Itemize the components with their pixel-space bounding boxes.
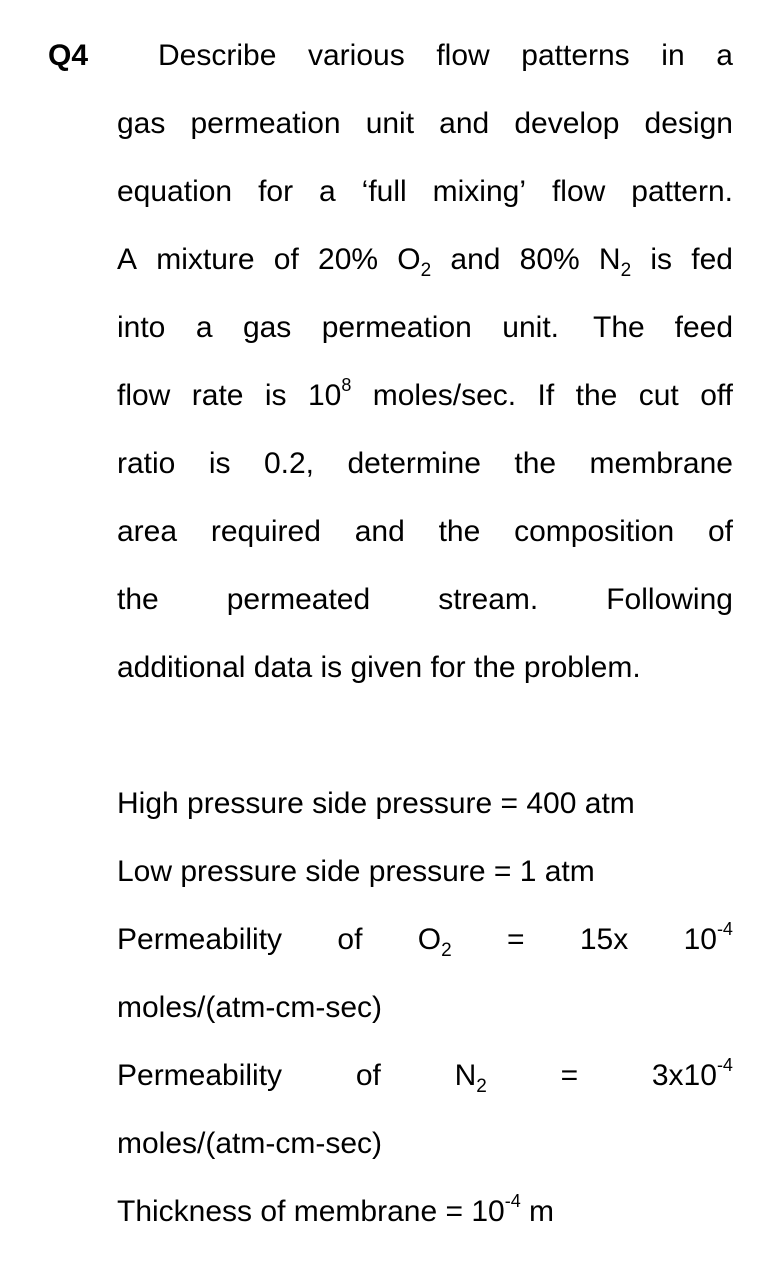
word: patterns [521,39,630,72]
word: composition [514,515,675,548]
word: If [537,379,555,412]
exponent: -4 [716,919,733,939]
word: and [354,515,405,548]
word: of [273,243,299,276]
word: a [195,311,213,344]
word: Describe [158,39,277,72]
line-5-left [117,308,559,348]
element-symbol: N [454,1059,477,1092]
word: is [650,243,673,276]
word: determine [347,447,481,480]
word: moles/sec. [372,379,517,412]
thickness-line [117,1192,733,1232]
word: rate [191,379,244,412]
low-pressure-line: Low pressure side pressure = 1 atm [117,855,595,888]
word: and [439,107,490,140]
word: 20% [318,243,379,276]
word: in [661,39,685,72]
word: permeation [190,107,341,140]
word: flow [117,379,171,412]
line-5-right [593,308,733,348]
base: 10 [683,923,717,956]
word: the [438,515,481,548]
word: ‘full [361,175,407,208]
base: 3x10 [651,1059,717,1092]
question-line-4 [117,240,733,280]
nitrogen-formula [599,240,631,280]
word: of [337,923,363,956]
word: off [700,379,733,412]
word: Permeability [117,923,283,956]
word: 80% [519,243,580,276]
word: into [117,311,166,344]
power-value [652,1056,733,1096]
unit: m [520,1195,555,1228]
word: stream. [438,583,539,616]
equals-sign: = [507,923,525,956]
word: flow [436,39,490,72]
word: is [264,379,287,412]
word: A [117,243,138,276]
word: The [593,311,645,344]
word: area [117,515,178,548]
word: mixing’ [432,175,526,208]
word: membrane [589,447,733,480]
power-of-ten [308,376,351,416]
word: unit [365,107,415,140]
question-line-8 [117,512,733,552]
word: gas [242,311,292,344]
word: feed [674,311,733,344]
word: Following [606,583,733,616]
word: and [450,243,501,276]
word: design [644,107,733,140]
equals-sign: = [560,1059,579,1092]
word: is [208,447,231,480]
subscript: 2 [441,940,452,961]
power-of-ten [684,920,733,960]
word: gas [117,107,166,140]
word: the [514,447,557,480]
question-line-3 [117,172,733,212]
question-line-2 [117,104,733,144]
high-pressure-line: High pressure side pressure = 400 atm [117,787,635,820]
exponent: -4 [716,1055,733,1075]
question-line-5 [117,308,733,348]
question-line-7 [117,444,733,484]
permeability-n2-unit: moles/(atm-cm-sec) [117,1127,383,1160]
subscript: 2 [620,260,632,281]
word: cut [638,379,679,412]
word: required [210,515,321,548]
word: permeation [321,311,472,344]
word: of [707,515,733,548]
base: 10 [307,379,342,412]
oxygen-formula [397,240,431,280]
question-line-10: additional data is given for the problem. [117,651,641,684]
question-number: Q4 [48,39,89,72]
oxygen-formula [418,920,452,960]
word: fed [691,243,733,276]
nitrogen-formula [455,1056,487,1096]
word: equation [117,175,233,208]
subscript: 2 [476,1076,487,1097]
element-symbol: N [598,243,621,276]
word: a [319,175,336,208]
word: the [575,379,618,412]
permeability-n2-line [117,1056,733,1096]
word: develop [514,107,620,140]
word: various [307,39,405,72]
word: unit. [502,311,559,344]
word: of [355,1059,381,1092]
permeability-o2-unit: moles/(atm-cm-sec) [117,991,383,1024]
word: mixture [156,243,255,276]
question-line-9 [117,580,733,620]
question-line-1 [158,36,733,76]
subscript: 2 [420,260,432,281]
permeability-o2-line [117,920,733,960]
exponent: -4 [504,1191,521,1211]
element-symbol: O [417,923,442,956]
word: 15x [579,923,629,956]
word: 0.2, [263,447,315,480]
exponent: 8 [341,375,352,395]
word: for [258,175,294,208]
word: Permeability [117,1059,283,1092]
word: flow [551,175,606,208]
word: pattern. [631,175,733,208]
element-symbol: O [397,243,421,276]
thickness-label: Thickness of membrane = [117,1195,472,1228]
question-line-6 [117,376,733,416]
word: a [716,39,733,72]
word: ratio [117,447,176,480]
word: permeated [226,583,371,616]
base: 10 [471,1195,505,1228]
word: the [117,583,159,616]
